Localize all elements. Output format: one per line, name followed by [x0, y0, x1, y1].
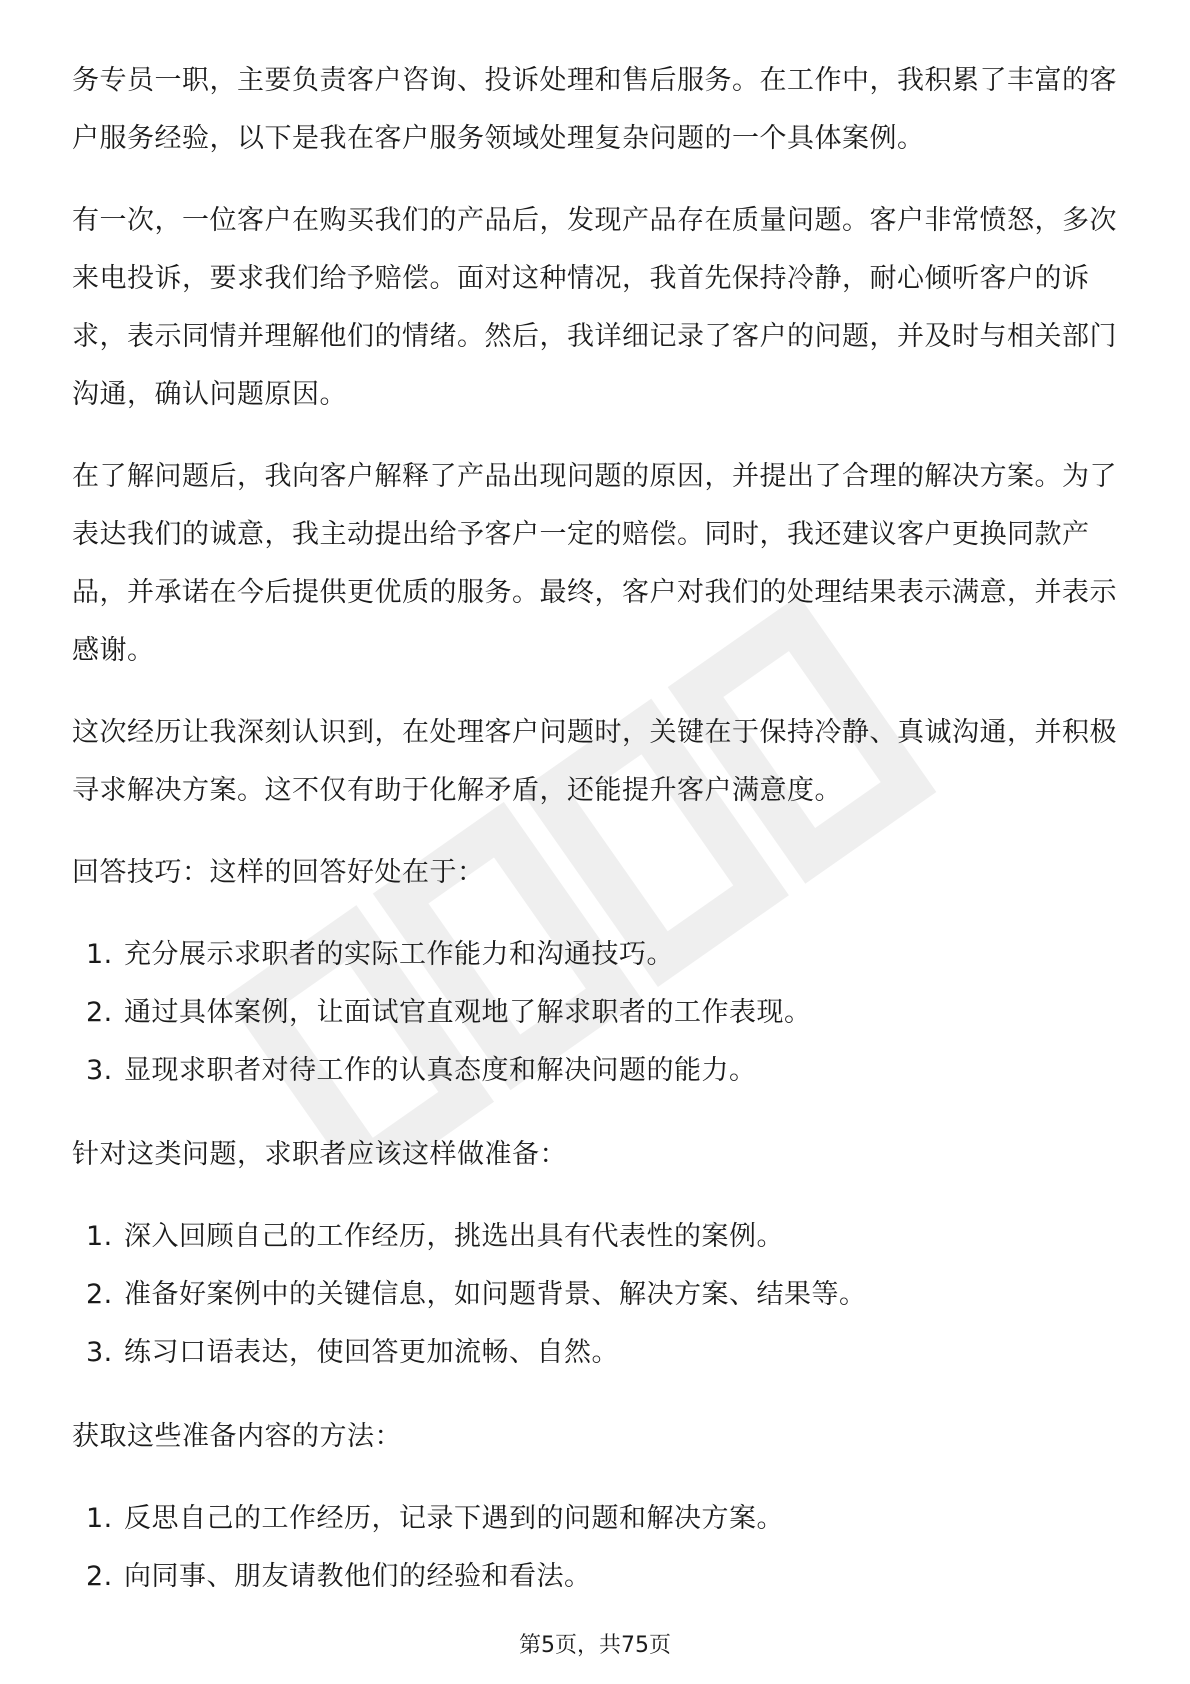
list-number: 2.	[86, 1279, 113, 1310]
list-text: 练习口语表达，使回答更加流畅、自然。	[124, 1337, 619, 1368]
document-page	[72, 52, 1120, 1632]
list-text: 显现求职者对待工作的认真态度和解决问题的能力。	[124, 1055, 757, 1086]
list-text: 反思自己的工作经历，记录下遇到的问题和解决方案。	[124, 1503, 784, 1534]
list-item	[72, 1208, 1120, 1266]
list-text: 充分展示求职者的实际工作能力和沟通技巧。	[124, 939, 674, 970]
page-footer: 第5页，共75页	[519, 1633, 671, 1658]
list-text: 深入回顾自己的工作经历，挑选出具有代表性的案例。	[124, 1221, 784, 1252]
list-item	[72, 984, 1120, 1042]
list-number: 1.	[86, 1221, 113, 1252]
paragraph-1: 务专员一职，主要负责客户咨询、投诉处理和售后服务。在工作中，我积累了丰富的客户服务经验，以下是我在客户服务领域处理复杂问题的一个具体案例。	[72, 65, 1117, 154]
paragraph-4: 这次经历让我深刻认识到，在处理客户问题时，关键在于保持冷静、真诚沟通，并积极寻求解决方案。这不仅有助于化解矛盾，还能提升客户满意度。	[72, 717, 1117, 806]
list-item	[72, 1490, 1120, 1548]
list-number: 2.	[86, 1561, 113, 1592]
list-item	[72, 1548, 1120, 1606]
prep-heading: 针对这类问题，求职者应该这样做准备：	[72, 1139, 567, 1170]
list-item	[72, 926, 1120, 984]
prep-list	[72, 1208, 1120, 1382]
list-number: 3.	[86, 1055, 113, 1086]
list-item	[72, 1042, 1120, 1100]
list-text: 向同事、朋友请教他们的经验和看法。	[124, 1561, 592, 1592]
paragraph-3: 在了解问题后，我向客户解释了产品出现问题的原因，并提出了合理的解决方案。为了表达我们的诚意，我主动提出给予客户一定的赔偿。同时，我还建议客户更换同款产品，并承诺在今后提供更优质的服务。最终，客户对我们的处理结果表示满意，并表示感谢。	[72, 461, 1117, 666]
list-number: 2.	[86, 997, 113, 1028]
list-number: 1.	[86, 939, 113, 970]
paragraph-2: 有一次，一位客户在购买我们的产品后，发现产品存在质量问题。客户非常愤怒，多次来电投诉，要求我们给予赔偿。面对这种情况，我首先保持冷静，耐心倾听客户的诉求，表示同情并理解他们的情绪。然后，我详细记录了客户的问题，并及时与相关部门沟通，确认问题原因。	[72, 205, 1117, 410]
tips-list	[72, 926, 1120, 1100]
methods-list	[72, 1490, 1120, 1606]
list-number: 1.	[86, 1503, 113, 1534]
tips-heading: 回答技巧：这样的回答好处在于：	[72, 857, 485, 888]
list-text: 准备好案例中的关键信息，如问题背景、解决方案、结果等。	[124, 1279, 867, 1310]
list-text: 通过具体案例，让面试官直观地了解求职者的工作表现。	[124, 997, 812, 1028]
list-number: 3.	[86, 1337, 113, 1368]
list-item	[72, 1324, 1120, 1382]
methods-heading: 获取这些准备内容的方法：	[72, 1421, 402, 1452]
list-item	[72, 1266, 1120, 1324]
